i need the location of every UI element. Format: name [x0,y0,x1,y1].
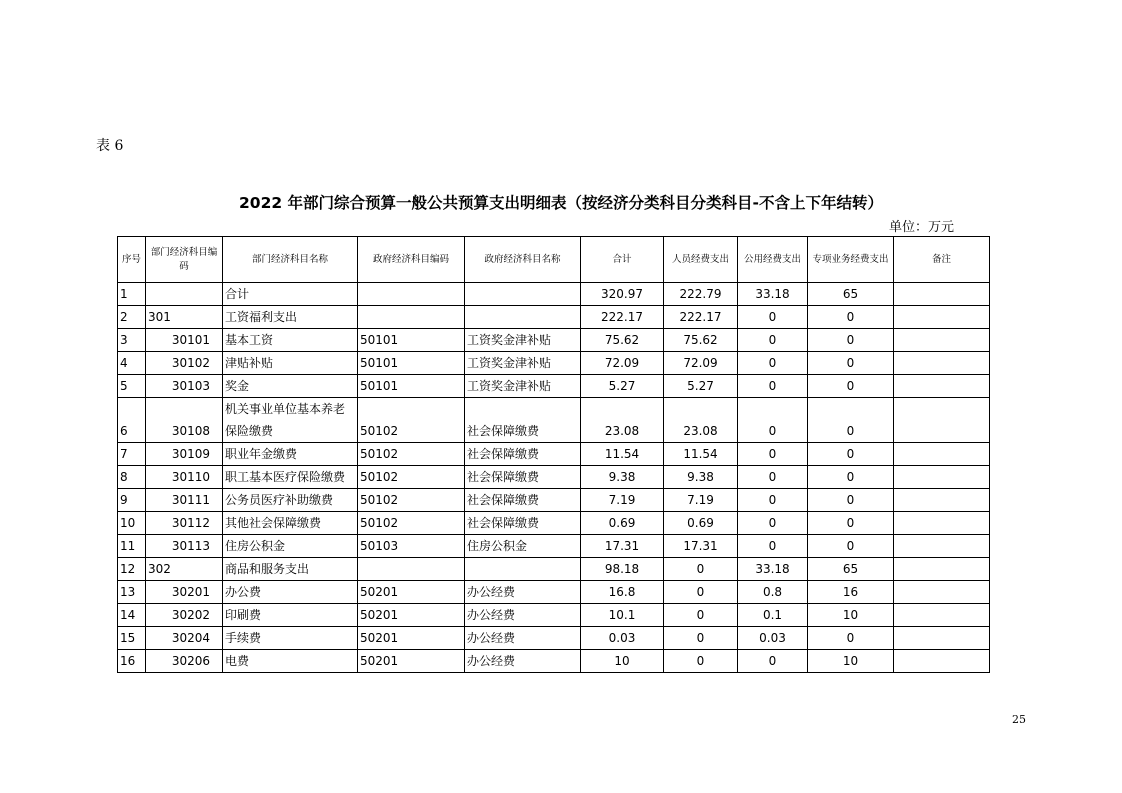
cell-total: 0.03 [581,627,664,650]
cell-personnel: 75.62 [664,329,738,352]
cell-special: 65 [808,558,894,581]
cell-public: 0.03 [738,627,808,650]
cell-special: 0 [808,535,894,558]
cell-remark [894,512,990,535]
cell-total: 9.38 [581,466,664,489]
cell-special: 0 [808,352,894,375]
cell-dept-code: 30101 [146,329,223,352]
table-body [118,283,990,673]
cell-personnel: 0 [664,604,738,627]
table-row [118,558,990,581]
cell-remark [894,581,990,604]
cell-seq: 1 [118,283,146,306]
cell-gov-code [358,283,465,306]
cell-dept-code: 302 [146,558,223,581]
cell-dept-code: 30111 [146,489,223,512]
cell-seq: 2 [118,306,146,329]
cell-gov-name: 办公经费 [465,581,581,604]
table-row [118,581,990,604]
cell-total: 98.18 [581,558,664,581]
cell-total: 75.62 [581,329,664,352]
page-title: 2022 年部门综合预算一般公共预算支出明细表（按经济分类科目分类科目-不含上下年结转） [239,194,883,212]
cell-seq: 16 [118,650,146,673]
table-row [118,306,990,329]
cell-personnel: 222.17 [664,306,738,329]
cell-dept-name: 工资福利支出 [223,306,358,329]
cell-special: 10 [808,604,894,627]
cell-public: 0 [738,398,808,443]
cell-gov-name: 办公经费 [465,650,581,673]
cell-total: 10 [581,650,664,673]
cell-seq: 11 [118,535,146,558]
cell-personnel: 23.08 [664,398,738,443]
cell-personnel: 7.19 [664,489,738,512]
cell-dept-name: 职业年金缴费 [223,443,358,466]
cell-dept-name: 基本工资 [223,329,358,352]
cell-special: 0 [808,512,894,535]
header-remark: 备注 [894,237,990,283]
table-row [118,604,990,627]
cell-public: 0 [738,650,808,673]
cell-personnel: 9.38 [664,466,738,489]
cell-dept-code: 30204 [146,627,223,650]
cell-dept-code [146,283,223,306]
cell-personnel: 11.54 [664,443,738,466]
cell-dept-code: 30112 [146,512,223,535]
cell-gov-name: 住房公积金 [465,535,581,558]
table-row [118,512,990,535]
cell-gov-code: 50201 [358,650,465,673]
cell-dept-code: 30109 [146,443,223,466]
header-seq: 序号 [118,237,146,283]
header-public: 公用经费支出 [738,237,808,283]
cell-remark [894,375,990,398]
cell-total: 0.69 [581,512,664,535]
cell-personnel: 222.79 [664,283,738,306]
cell-gov-name: 办公经费 [465,604,581,627]
cell-dept-name: 公务员医疗补助缴费 [223,489,358,512]
cell-gov-name: 社会保障缴费 [465,466,581,489]
cell-remark [894,489,990,512]
cell-remark [894,604,990,627]
cell-gov-code: 50101 [358,375,465,398]
header-gov-code: 政府经济科目编码 [358,237,465,283]
cell-gov-name: 社会保障缴费 [465,398,581,443]
cell-public: 0 [738,329,808,352]
cell-gov-code: 50102 [358,512,465,535]
cell-gov-code: 50102 [358,489,465,512]
cell-seq: 14 [118,604,146,627]
cell-dept-code: 30108 [146,398,223,443]
cell-remark [894,329,990,352]
cell-gov-name: 工资奖金津补贴 [465,329,581,352]
unit-label: 单位：万元 [888,220,954,235]
cell-personnel: 0 [664,558,738,581]
cell-dept-name: 印刷费 [223,604,358,627]
cell-gov-code: 50201 [358,581,465,604]
cell-dept-name: 住房公积金 [223,535,358,558]
cell-seq: 3 [118,329,146,352]
cell-public: 0 [738,489,808,512]
cell-dept-name: 合计 [223,283,358,306]
cell-personnel: 0.69 [664,512,738,535]
cell-dept-name: 其他社会保障缴费 [223,512,358,535]
cell-public: 0 [738,466,808,489]
cell-gov-code [358,306,465,329]
cell-gov-code: 50103 [358,535,465,558]
cell-special: 16 [808,581,894,604]
cell-remark [894,466,990,489]
header-special: 专项业务经费支出 [808,237,894,283]
cell-gov-name: 社会保障缴费 [465,489,581,512]
cell-total: 222.17 [581,306,664,329]
table-row [118,375,990,398]
cell-personnel: 0 [664,627,738,650]
cell-total: 23.08 [581,398,664,443]
cell-dept-code: 30102 [146,352,223,375]
cell-personnel: 72.09 [664,352,738,375]
cell-special: 0 [808,329,894,352]
cell-gov-code: 50102 [358,466,465,489]
cell-dept-name: 机关事业单位基本养老保险缴费 [223,398,358,443]
cell-dept-code: 30103 [146,375,223,398]
cell-gov-name [465,283,581,306]
cell-seq: 5 [118,375,146,398]
table-row [118,650,990,673]
cell-dept-name: 商品和服务支出 [223,558,358,581]
cell-special: 0 [808,466,894,489]
budget-table [117,236,990,673]
cell-dept-code: 30201 [146,581,223,604]
cell-total: 320.97 [581,283,664,306]
cell-seq: 12 [118,558,146,581]
cell-seq: 6 [118,398,146,443]
cell-public: 0 [738,443,808,466]
cell-gov-code [358,558,465,581]
header-dept-name: 部门经济科目名称 [223,237,358,283]
cell-personnel: 0 [664,650,738,673]
cell-total: 7.19 [581,489,664,512]
cell-special: 0 [808,398,894,443]
cell-gov-code: 50102 [358,443,465,466]
cell-gov-name: 社会保障缴费 [465,512,581,535]
cell-gov-name: 工资奖金津补贴 [465,352,581,375]
cell-dept-name: 奖金 [223,375,358,398]
cell-personnel: 5.27 [664,375,738,398]
cell-special: 0 [808,375,894,398]
cell-gov-code: 50102 [358,398,465,443]
cell-gov-code: 50101 [358,352,465,375]
cell-remark [894,283,990,306]
cell-public: 0 [738,306,808,329]
cell-gov-name [465,558,581,581]
table-row [118,443,990,466]
cell-dept-code: 301 [146,306,223,329]
table-number: 表 6 [96,138,124,154]
cell-personnel: 17.31 [664,535,738,558]
table-row [118,627,990,650]
header-total: 合计 [581,237,664,283]
cell-dept-name: 电费 [223,650,358,673]
table-row [118,535,990,558]
cell-seq: 10 [118,512,146,535]
table-row [118,329,990,352]
cell-dept-code: 30206 [146,650,223,673]
cell-seq: 8 [118,466,146,489]
cell-seq: 7 [118,443,146,466]
cell-dept-name: 职工基本医疗保险缴费 [223,466,358,489]
cell-public: 0.8 [738,581,808,604]
cell-public: 0 [738,512,808,535]
table-row [118,466,990,489]
cell-remark [894,306,990,329]
cell-public: 0 [738,375,808,398]
cell-special: 0 [808,443,894,466]
cell-public: 0 [738,535,808,558]
cell-seq: 9 [118,489,146,512]
cell-dept-name: 办公费 [223,581,358,604]
cell-gov-name: 办公经费 [465,627,581,650]
page-number: 25 [1012,713,1026,726]
cell-dept-name: 津贴补贴 [223,352,358,375]
table-row [118,398,990,443]
cell-special: 0 [808,306,894,329]
cell-gov-code: 50201 [358,627,465,650]
table-row [118,283,990,306]
header-gov-name: 政府经济科目名称 [465,237,581,283]
cell-gov-name [465,306,581,329]
cell-total: 17.31 [581,535,664,558]
cell-remark [894,352,990,375]
cell-dept-code: 30113 [146,535,223,558]
cell-gov-name: 社会保障缴费 [465,443,581,466]
cell-special: 0 [808,627,894,650]
cell-dept-name: 手续费 [223,627,358,650]
header-dept-code: 部门经济科目编码 [146,237,223,283]
cell-public: 33.18 [738,283,808,306]
cell-public: 33.18 [738,558,808,581]
cell-remark [894,398,990,443]
table-header-row [118,237,990,283]
cell-seq: 13 [118,581,146,604]
cell-remark [894,443,990,466]
cell-remark [894,650,990,673]
cell-remark [894,627,990,650]
cell-seq: 4 [118,352,146,375]
cell-gov-name: 工资奖金津补贴 [465,375,581,398]
cell-total: 72.09 [581,352,664,375]
cell-gov-code: 50101 [358,329,465,352]
cell-special: 0 [808,489,894,512]
cell-dept-code: 30202 [146,604,223,627]
cell-seq: 15 [118,627,146,650]
table-row [118,352,990,375]
header-personnel: 人员经费支出 [664,237,738,283]
cell-remark [894,535,990,558]
cell-total: 5.27 [581,375,664,398]
cell-public: 0 [738,352,808,375]
cell-dept-code: 30110 [146,466,223,489]
cell-special: 10 [808,650,894,673]
cell-total: 10.1 [581,604,664,627]
cell-personnel: 0 [664,581,738,604]
cell-gov-code: 50201 [358,604,465,627]
cell-public: 0.1 [738,604,808,627]
cell-total: 11.54 [581,443,664,466]
cell-remark [894,558,990,581]
table-row [118,489,990,512]
cell-total: 16.8 [581,581,664,604]
cell-special: 65 [808,283,894,306]
